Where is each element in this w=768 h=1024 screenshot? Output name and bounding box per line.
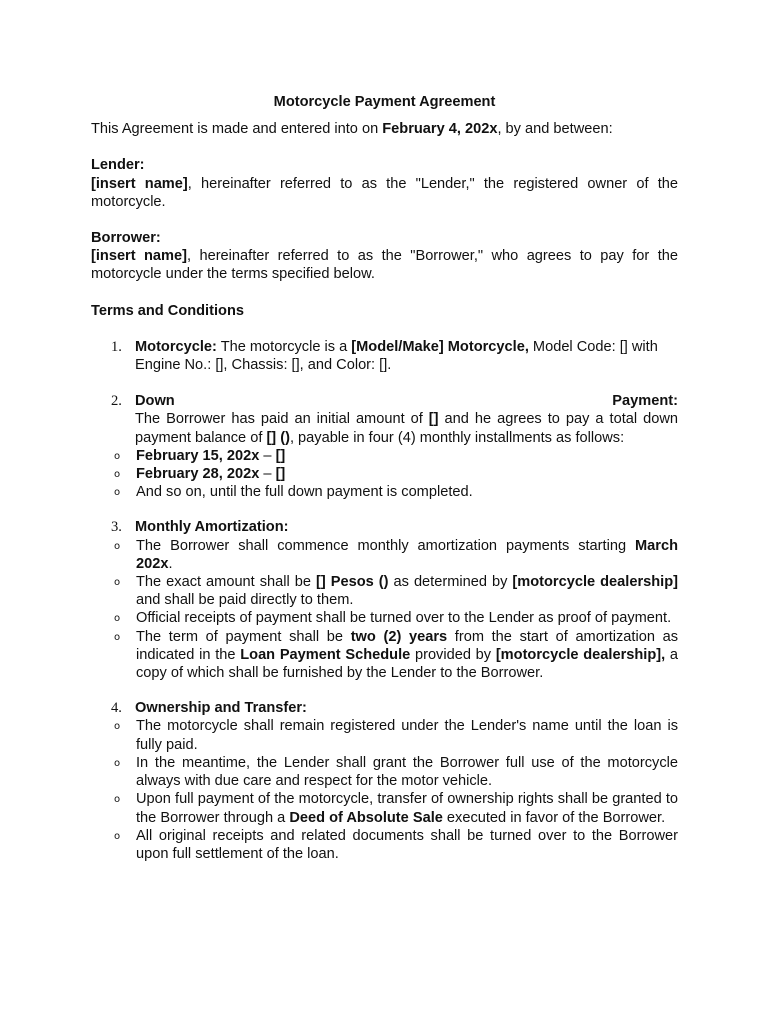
borrower-text: , hereinafter referred to as the "Borrower," who agrees to pay for the motorcycle under the terms specified below. [91,248,678,283]
list-item [91,628,678,683]
bullet-icon: o [114,757,121,769]
list-text: And so on, until the full down payment is completed. [136,484,473,501]
item-number: 2. [111,393,122,410]
bullet-icon: o [114,631,121,643]
bullet-icon: o [114,577,121,589]
list-text: The Borrower shall commence monthly amortization payments starting [136,537,636,554]
installment-date: February 28, 202x [136,466,260,483]
borrower-name: [insert name] [91,248,187,265]
bullet-icon: o [114,450,121,462]
list-bold: Loan Payment Schedule [240,646,411,663]
lender-heading-text: Lender: [91,157,145,174]
item-number: 3. [111,519,122,536]
terms-heading [91,302,678,320]
item-number: 1. [111,338,122,355]
term-item-down-payment [91,392,678,447]
list-text: from the start of amortization as indicated in the [136,628,679,663]
ownership-list [91,717,678,863]
down-payment-list [91,447,678,502]
list-text: All original receipts and related documents shall be turned over to the Borrower upon full settlement of the loan. [136,827,678,862]
item-text [135,410,678,446]
list-item [91,465,678,483]
item-heading-right: Payment: [612,393,678,410]
lender-text: , hereinafter referred to as the "Lender," the registered owner of the motorcycle. [91,175,678,210]
list-text: a copy of which shall be furnished by the Lender to the Borrower. [136,646,679,682]
item-text [135,338,678,374]
list-bold: [] Pesos () [316,574,389,591]
list-text: Upon full payment of the motorcycle, transfer of ownership rights shall be granted to the Borrower through a [136,791,678,826]
borrower-paragraph [91,247,678,283]
bullet-icon: o [114,540,121,552]
intro-text: This Agreement is made and entered into on [91,121,383,138]
bullet-icon: o [114,830,121,842]
borrower-heading [91,229,678,247]
list-item [91,790,678,826]
list-text: executed in favor of the Borrower. [442,809,666,826]
borrower-heading-text: Borrower: [91,230,161,247]
installment-amount: [] [275,466,286,483]
list-bold: [motorcycle dealership] [512,574,679,591]
item-text [135,518,678,536]
list-text: In the meantime, the Lender shall grant the Borrower full use of the motorcycle always with due care and respect for the motor vehicle. [136,754,678,790]
item-text-part: , payable in four (4) monthly installments as follows: [289,429,625,446]
list-bold: [motorcycle dealership], [495,646,666,663]
lender-paragraph [91,175,678,211]
list-text: Official receipts of payment shall be turned over to the Lender as proof of payment. [136,610,672,627]
item-bold-part: [] () [266,429,290,446]
item-heading-row [135,392,678,410]
term-item-motorcycle [91,338,678,374]
separator: – [259,447,276,464]
installment-date: February 15, 202x [136,447,260,464]
list-bold: March 202x [136,537,678,572]
item-heading: Ownership and Transfer: [135,700,307,717]
item-bold-part: [Model/Make] Motorcycle, [351,338,529,355]
bullet-icon: o [114,469,121,481]
list-text: . [168,555,173,572]
item-bold-part: [] [428,411,439,428]
separator: – [259,466,276,483]
bullet-icon: o [114,487,121,499]
list-item [91,537,678,573]
list-bold: Deed of Absolute Sale [289,809,443,826]
agreement-date: February 4, 202x [382,121,498,138]
item-text-part: The Borrower has paid an initial amount of [135,411,429,428]
intro-paragraph [91,120,678,138]
document-page [91,93,678,863]
list-text: The exact amount shall be [136,574,317,591]
bullet-icon: o [114,721,121,733]
term-item-amortization [91,518,678,536]
document-title: Motorcycle Payment Agreement [273,94,496,110]
item-heading-left: Down [135,393,175,410]
term-item-ownership [91,699,678,717]
list-text: provided by [410,646,496,663]
list-item [91,573,678,609]
terms-heading-text: Terms and Conditions [91,302,244,319]
bullet-icon: o [114,794,121,806]
list-item [91,754,678,790]
item-heading: Monthly Amortization: [135,519,289,536]
list-text: and shall be paid directly to them. [136,592,354,609]
list-item [91,483,678,501]
installment-amount: [] [275,447,286,464]
list-item [91,827,678,863]
list-item [91,717,678,753]
lender-name: [insert name] [91,175,188,192]
item-number: 4. [111,700,122,717]
list-text: The motorcycle shall remain registered under the Lender's name until the loan is fully paid. [136,718,678,753]
bullet-icon: o [114,613,121,625]
item-text [135,699,678,717]
intro-text-end: , by and between: [497,121,613,138]
list-text: as determined by [388,574,513,591]
item-text-part: The motorcycle is a [216,338,352,355]
list-item [91,447,678,465]
amortization-list [91,537,678,683]
list-text: The term of payment shall be [136,628,351,645]
item-text-part: and he agrees to pay a total down payment balance of [135,411,679,446]
item-heading: Motorcycle: [135,338,217,355]
list-bold: two (2) years [350,628,448,645]
list-item [91,609,678,627]
lender-heading [91,156,678,174]
item-text-part: Model Code: [] with Engine No.: [], Chassis: [], and Color: []. [135,338,658,374]
